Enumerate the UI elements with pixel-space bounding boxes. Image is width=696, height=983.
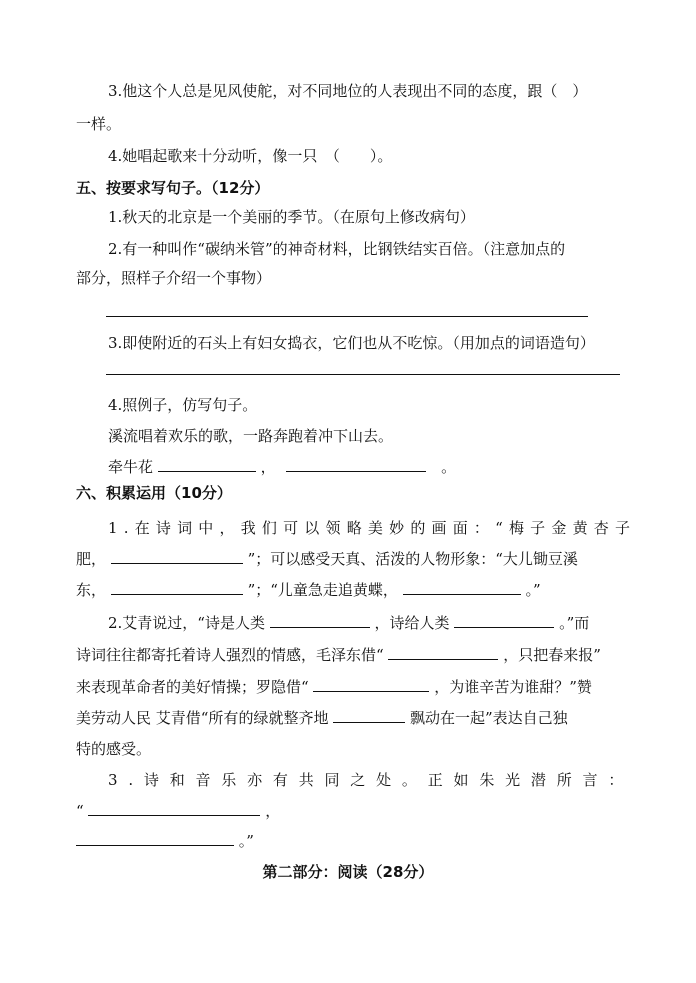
section5-title: 五、按要求写句子。（12分） (76, 179, 270, 197)
blank[interactable] (76, 831, 234, 846)
s6-q1-line3 (76, 580, 541, 600)
s6-q2-line2 (76, 645, 601, 665)
s6-q3-line2 (76, 801, 280, 821)
s5-q4-example: 溪流唱着欢乐的歌，一路奔跑着冲下山去。 (108, 427, 394, 445)
s5-q4-end: 。 (441, 458, 457, 476)
s6-q2-line3 (76, 677, 592, 697)
s6-q2-c: 。”而 (559, 614, 590, 632)
s6-q2-d: 诗词往往都寄托着诗人强烈的情感，毛泽东借“ (76, 646, 384, 664)
s6-q2-f: 来表现革命者的美好情操；罗隐借“ (76, 678, 309, 696)
s6-q2-line1 (108, 613, 589, 633)
s6-q1-line1 (108, 518, 637, 538)
blank[interactable] (88, 801, 260, 816)
s6-q2-b: ，诗给人类 (374, 614, 450, 632)
blank[interactable] (286, 457, 426, 472)
blank[interactable] (270, 613, 370, 628)
q4-line1: 4.她唱起歌来十分动听，像一只 （ ）。 (108, 147, 393, 165)
section6-title: 六、积累运用（10分） (76, 484, 232, 502)
blank[interactable] (111, 549, 243, 564)
s5-q4-comma: ， (260, 458, 276, 476)
blank[interactable] (454, 613, 554, 628)
s6-q2-e: ，只把春来报” (503, 646, 601, 664)
blank[interactable] (111, 580, 243, 595)
q3-line1: 3.他这个人总是见风使舵，对不同地位的人表现出不同的态度，跟（ ） (108, 82, 588, 100)
s6-q1-line2 (76, 549, 578, 569)
s6-q1-text: 1.在诗词中，我们可以领略美妙的画面：“梅子金黄杏子 (108, 519, 637, 537)
s6-q3-text: 3.诗和音乐亦有共同之处。正如朱光潜所言： (108, 771, 635, 789)
s5-q3-answer-line[interactable] (106, 374, 620, 375)
s5-q2-line1: 2.有一种叫作“碳纳米管”的神奇材料，比钢铁结实百倍。（注意加点的 (108, 240, 566, 258)
s5-q4-prompt-line (108, 457, 456, 477)
s6-q2-i: 飘动在一起”表达自己独 (410, 709, 568, 727)
s6-q2-line5: 特的感受。 (76, 740, 152, 758)
s6-q1-d: ”；“儿童急走追黄蝶， (247, 581, 398, 599)
s6-q1-c: 东， (76, 581, 107, 599)
q3-line2: 一样。 (76, 115, 122, 133)
s6-q1-a: 肥， (76, 550, 107, 568)
s6-q3-open: “ (76, 802, 84, 820)
s6-q2-g: ，为谁辛苦为谁甜？”赞 (434, 678, 592, 696)
s5-q2-answer-line[interactable] (106, 316, 588, 317)
s6-q2-line4 (76, 708, 568, 728)
s5-q4-prompt: 牵牛花 (108, 458, 154, 476)
s5-q4: 4.照例子，仿写句子。 (108, 396, 258, 414)
s6-q3-line1 (108, 770, 635, 790)
s6-q1-b: ”；可以感受天真、活泼的人物形象：“大儿锄豆溪 (247, 550, 578, 568)
blank[interactable] (158, 457, 256, 472)
s5-q2-line2: 部分，照样子介绍一个事物） (76, 269, 272, 287)
part2-title: 第二部分：阅读（28分） (262, 863, 434, 881)
blank[interactable] (403, 580, 521, 595)
s6-q2-h: 美劳动人民 艾青借“所有的绿就整齐地 (76, 709, 329, 727)
s5-q3: 3.即使附近的石头上有妇女捣衣，它们也从不吃惊。（用加点的词语造句） (108, 334, 595, 352)
s6-q3-close: 。” (238, 832, 254, 850)
s6-q1-e: 。” (525, 581, 541, 599)
s6-q3-comma: ， (265, 802, 281, 820)
blank[interactable] (313, 677, 429, 692)
blank[interactable] (333, 708, 405, 723)
s6-q2-a: 2.艾青说过，“诗是人类 (108, 614, 265, 632)
s6-q3-line3 (76, 831, 254, 851)
blank[interactable] (388, 645, 498, 660)
s5-q1: 1.秋天的北京是一个美丽的季节。（在原句上修改病句） (108, 208, 475, 226)
